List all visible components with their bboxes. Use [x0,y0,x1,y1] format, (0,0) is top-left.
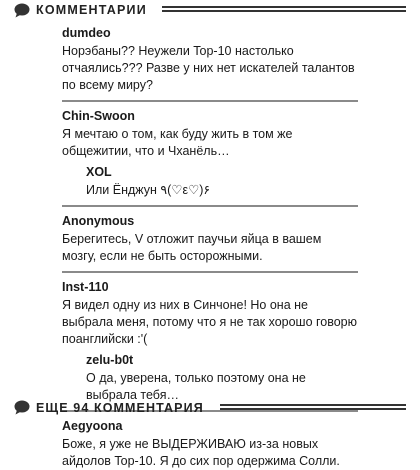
header-rule [162,6,406,16]
comment-author: dumdeo [62,26,111,40]
comment-author: Anonymous [62,214,135,228]
comment-text: Я мечтаю о том, как буду жить в том же общежитии, что и Чханёль… [62,127,293,158]
comment [62,279,358,404]
comment-author: Aegyoona [62,419,123,433]
comment-reply [86,164,358,199]
more-comments-label[interactable]: ЕЩЕ 94 КОММЕНТАРИЯ [36,401,204,415]
comment-divider [62,205,358,207]
footer-rule [220,404,406,414]
comment-reply [86,352,358,404]
speech-bubble-icon [14,400,30,415]
reply-author: zelu-b0t [86,353,134,367]
comment-text: Берегитесь, V отложит паучьи яйца в вашем мозгу, если не быть осторожными. [62,232,322,263]
comment [62,418,358,470]
reply-text: Или Ёнджун ٩(♡ε♡)۶ [86,183,211,197]
comment-text: Боже, я уже не ВЫДЕРЖИВАЮ из-за новых айдолов Top-10. Я до сих пор одержима Солли. [62,437,340,468]
comment [62,25,358,94]
more-comments-bar[interactable] [0,398,420,420]
comment [62,213,358,265]
reply-text: О да, уверена, только поэтому она не выбрала тебя… [86,371,306,402]
header-title: КОММЕНТАРИИ [36,3,147,17]
comment-author: Inst-110 [62,280,109,294]
comment-text: Норэбаны?? Неужели Top-10 настолько отчаялись??? Разве у них нет искателей талантов по всему миру? [62,44,355,92]
comment-divider [62,271,358,273]
comment-text: Я видел одну из них в Синчоне! Но она не выбрала меня, потому что я не так хорошо говорю поанглийски :'( [62,298,358,346]
comment [62,108,358,199]
comments-header [0,0,420,22]
reply-author: XOL [86,165,112,179]
comment-author: Chin-Swoon [62,109,135,123]
comment-divider [62,100,358,102]
speech-bubble-icon [14,3,30,18]
